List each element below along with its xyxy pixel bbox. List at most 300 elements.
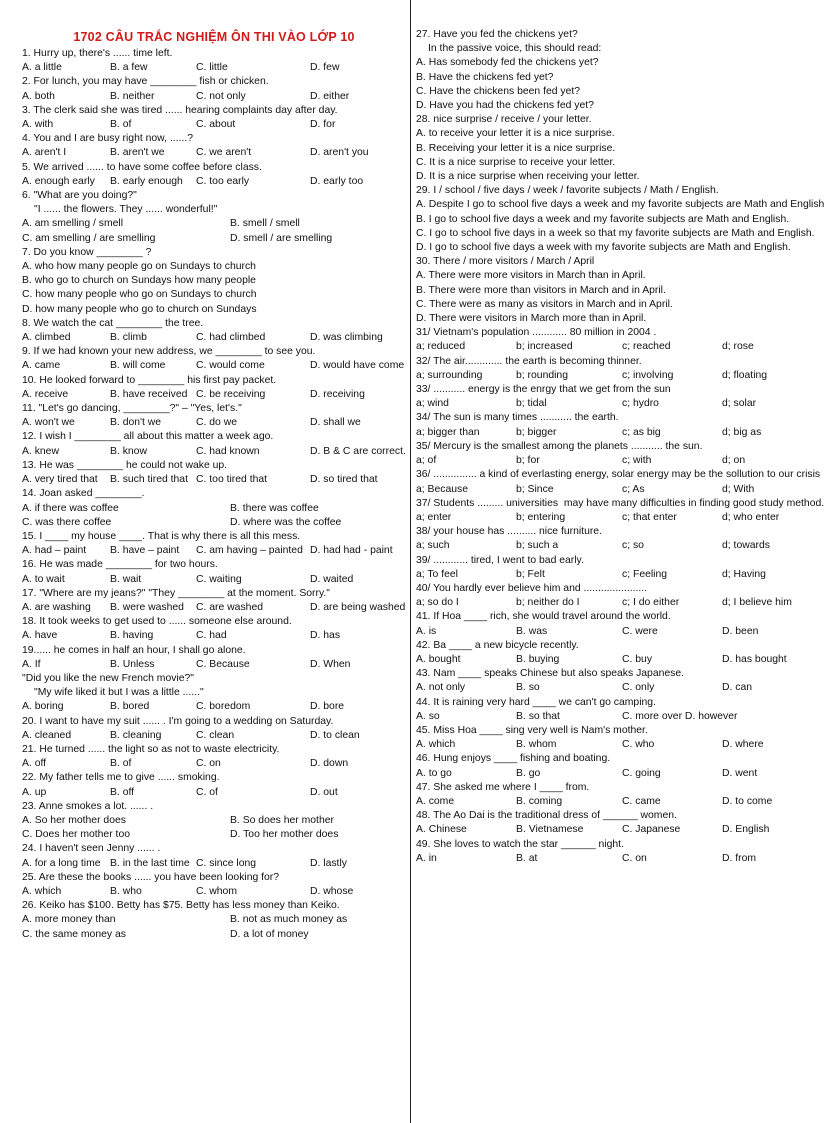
answer-option: D. shall we <box>310 417 361 429</box>
answer-option: d; who enter <box>722 511 780 523</box>
question-block <box>22 558 406 586</box>
answer-option: C. the same money as <box>22 928 126 940</box>
question-text: 38/ your house has .......... nice furniture. <box>416 526 602 538</box>
answer-option: d; big as <box>722 426 762 438</box>
question-text: 41. If Hoa ____ rich, she would travel around the world. <box>416 611 671 623</box>
answer-option: B. don't we <box>110 417 162 429</box>
answer-options-row <box>22 473 406 487</box>
answer-option: b; for <box>516 455 540 467</box>
answer-option: D. It is a nice surprise when receiving your letter. <box>416 171 640 183</box>
answer-option: A. to receive your letter it is a nice surprise. <box>416 128 615 140</box>
question-text: 40/ You hardly ever believe him and ...................... <box>416 582 648 594</box>
question-block <box>416 752 814 780</box>
answer-option: B. have – paint <box>110 545 180 557</box>
question-text: 23. Anne smokes a lot. ...... . <box>22 800 154 812</box>
answer-option: b; tidal <box>516 398 547 410</box>
answer-option: A. is <box>416 625 437 637</box>
answer-option: D. went <box>722 767 758 779</box>
answer-option: C. boredom <box>196 701 251 713</box>
question-text: 9. If we had known your new address, we ________ to see you. <box>22 346 316 358</box>
question-block <box>22 771 406 799</box>
answer-option: A. up <box>22 786 47 798</box>
answer-option: A. knew <box>22 445 59 457</box>
question-text: 27. Have you fed the chickens yet? <box>416 29 578 40</box>
answer-option: C. about <box>196 119 236 131</box>
answer-option: B. who <box>110 885 142 897</box>
answer-option: a; enter <box>416 511 452 523</box>
answer-option: A. Despite I go to school five days a week and my favorite subjects are Math and English <box>416 199 824 211</box>
question-block <box>22 715 406 743</box>
answer-option: C. am smelling / are smelling <box>22 232 156 244</box>
answer-option: D. how many people who go to church on Sundays <box>22 303 257 315</box>
answer-option: D. waited <box>310 573 354 585</box>
answer-option: c; hydro <box>622 398 659 410</box>
answer-options-row <box>416 823 814 837</box>
answer-option: D. English <box>722 824 770 836</box>
answer-options-row <box>22 828 406 842</box>
question-block <box>22 871 406 899</box>
answer-option: A. which <box>22 885 62 897</box>
answer-options-row <box>22 700 406 714</box>
answer-option <box>722 710 814 724</box>
question-text: 10. He looked forward to ________ his first pay packet. <box>22 374 277 386</box>
question-block <box>416 497 824 525</box>
answer-options-row <box>22 359 406 373</box>
question-text: 26. Keiko has $100. Betty has $75. Betty has less money than Keiko. <box>22 900 340 912</box>
answer-options-row <box>22 516 406 530</box>
answer-options-row <box>22 786 406 800</box>
right-column <box>416 0 824 1123</box>
question-block <box>22 530 406 558</box>
answer-option: A. Chinese <box>416 824 467 836</box>
answer-option: A. not only <box>416 682 466 694</box>
answer-options-row <box>22 217 406 231</box>
question-text: 28. nice surprise / receive / your letter. <box>416 114 592 126</box>
question-text: 35/ Mercury is the smallest among the planets ........... the sun. <box>416 440 703 452</box>
answer-option: C. only <box>622 682 655 694</box>
answer-option: B. of <box>110 119 132 131</box>
question-block <box>416 667 814 695</box>
answer-option: b; increased <box>516 341 573 353</box>
answer-options-row <box>22 388 406 402</box>
answer-option: A. boring <box>22 701 64 713</box>
answer-option: B. was <box>516 625 548 637</box>
answer-option: D. to come <box>722 795 773 807</box>
answer-options-row <box>416 653 814 667</box>
question-text: 34/ The sun is many times ........... the earth. <box>416 412 619 424</box>
answer-option: C. am having – painted <box>196 545 303 557</box>
answer-option: d; solar <box>722 398 757 410</box>
answer-option: c; As <box>622 483 645 495</box>
answer-option: B. wait <box>110 573 142 585</box>
answer-option: A. to wait <box>22 573 65 585</box>
answer-option: C. do we <box>196 417 238 429</box>
answer-option: a; of <box>416 455 437 467</box>
answer-option: C. waiting <box>196 573 242 585</box>
question-text: 8. We watch the cat ________ the tree. <box>22 317 204 329</box>
answer-option: C. on <box>196 758 221 770</box>
answer-option: C. There were as many as visitors in March and in April. <box>416 298 673 310</box>
question-text: 11. "Let's go dancing, ________?" – "Yes, let's." <box>22 403 242 415</box>
answer-option: D. Have you had the chickens fed yet? <box>416 100 594 112</box>
question-block <box>22 615 406 643</box>
answer-option: B. of <box>110 758 132 770</box>
answer-option: C. are washed <box>196 601 263 613</box>
question-text: 2. For lunch, you may have ________ fish or chicken. <box>22 76 269 88</box>
answer-options-row <box>416 539 814 553</box>
question-text: "Did you like the new French movie?" <box>22 672 194 684</box>
question-block <box>416 383 814 411</box>
answer-option: A. There were more visitors in March than in April. <box>416 270 646 282</box>
answer-option: A. bought <box>416 653 461 665</box>
question-text: 18. It took weeks to get used to ...... someone else around. <box>22 616 292 628</box>
answer-option: A. If <box>22 658 41 670</box>
answer-option: A. enough early <box>22 175 95 187</box>
answer-option: B. so that <box>516 710 560 722</box>
answer-option: B. There were more than visitors in March and in April. <box>416 284 666 296</box>
question-text: 46. Hung enjoys ____ fishing and boating. <box>416 753 611 765</box>
question-block <box>416 525 814 553</box>
answer-option: B. bored <box>110 701 150 713</box>
answer-option: c; that enter <box>622 511 677 523</box>
question-block <box>416 411 814 439</box>
answer-options-row <box>22 61 406 75</box>
answer-option: A. aren't I <box>22 147 67 159</box>
answer-option: C. more over D. however <box>622 710 738 722</box>
answer-options-row <box>22 814 406 828</box>
answer-option: d; I believe him <box>722 597 792 609</box>
answer-option: A. if there was coffee <box>22 502 119 514</box>
question-text: 15. I ____ my house ____. That is why there is all this mess. <box>22 530 301 542</box>
answer-option: D. are being washed <box>310 601 406 613</box>
answer-option: B. aren't we <box>110 147 165 159</box>
question-block <box>416 326 814 354</box>
answer-option: D. whose <box>310 885 354 897</box>
answer-option: B. Receiving your letter it is a nice surprise. <box>416 142 616 154</box>
answer-options-row <box>416 483 814 497</box>
answer-option: D. lastly <box>310 857 347 869</box>
answer-options-row <box>22 885 406 899</box>
answer-options-row <box>22 331 406 345</box>
answer-option: B. buying <box>516 653 560 665</box>
answer-option: C. whom <box>196 885 237 897</box>
answer-option: A. Has somebody fed the chickens yet? <box>416 57 599 69</box>
answer-option: C. how many people who go on Sundays to church <box>22 289 257 301</box>
answer-option: b; bigger <box>516 426 557 438</box>
answer-option: D. bore <box>310 701 345 713</box>
question-block <box>416 28 814 113</box>
question-text: 25. Are these the books ...... you have been looking for? <box>22 871 280 883</box>
answer-option: A. very tired that <box>22 474 98 486</box>
question-block <box>22 842 406 870</box>
page-title: 1702 CÂU TRẮC NGHIỆM ÔN THI VÀO LỚP 10 <box>73 30 355 44</box>
question-text: 47. She asked me where I ____ from. <box>416 781 590 793</box>
answer-option: B. in the last time <box>110 857 190 869</box>
answer-option: C. too early <box>196 175 250 187</box>
question-block <box>22 459 406 487</box>
answer-options-row <box>22 857 406 871</box>
question-block <box>22 743 406 771</box>
answer-option: C. since long <box>196 857 257 869</box>
answer-options-row <box>22 146 406 160</box>
answer-option: C. clean <box>196 729 235 741</box>
left-column <box>22 0 406 1123</box>
answer-option: B. Have the chickens fed yet? <box>416 71 554 83</box>
answer-options-row <box>416 710 814 724</box>
question-block <box>416 781 814 809</box>
answer-options-row <box>22 913 406 927</box>
answer-option: A. climbed <box>22 332 71 344</box>
answer-option: C. of <box>196 786 218 798</box>
answer-option: B. Vietnamese <box>516 824 584 836</box>
answer-options-row <box>416 397 814 411</box>
column-divider <box>410 0 411 1123</box>
answer-option: D. B & C are correct. <box>310 445 406 457</box>
answer-option: B. cleaning <box>110 729 162 741</box>
answer-option: C. buy <box>622 653 653 665</box>
question-text: 39/ ............ tired, I went to bad early. <box>416 554 584 566</box>
answer-options-row <box>22 90 406 104</box>
answer-options-row <box>22 729 406 743</box>
answer-option: B. so <box>516 682 540 694</box>
question-text: 7. Do you know ________ ? <box>22 246 152 258</box>
answer-option: C. was there coffee <box>22 516 112 528</box>
answer-option: C. had known <box>196 445 260 457</box>
answer-option: D. smell / are smelling <box>230 232 333 244</box>
answer-option: b; Felt <box>516 568 545 580</box>
answer-option: C. on <box>622 852 647 864</box>
answer-option: D. had had - paint <box>310 545 393 557</box>
answer-options-row <box>22 502 406 516</box>
answer-option: c; reached <box>622 341 671 353</box>
question-block <box>22 644 406 672</box>
answer-option: d; floating <box>722 369 768 381</box>
answer-option: A. won't we <box>22 417 75 429</box>
answer-option: D. early too <box>310 175 364 187</box>
answer-option: B. Unless <box>110 658 155 670</box>
answer-option: D. Too her mother does <box>230 829 339 841</box>
answer-options-row <box>22 757 406 771</box>
answer-option: A. am smelling / smell <box>22 218 124 230</box>
answer-options-row <box>416 625 814 639</box>
question-block <box>22 487 406 530</box>
question-block <box>22 132 406 160</box>
answer-option: A. come <box>416 795 455 807</box>
answer-option: B. have received <box>110 388 188 400</box>
question-text: 17. "Where are my jeans?" "They ________ at the moment. Sorry." <box>22 587 330 599</box>
answer-option: A. both <box>22 90 55 102</box>
question-block <box>22 899 406 942</box>
question-block <box>22 75 406 103</box>
answer-option: C. had climbed <box>196 332 266 344</box>
question-text: 3. The clerk said she was tired ...... hearing complaints day after day. <box>22 104 338 116</box>
question-text: 24. I haven't seen Jenny ...... . <box>22 843 161 855</box>
answer-option: A. who how many people go on Sundays to church <box>22 261 256 273</box>
answer-option: a; surrounding <box>416 369 483 381</box>
answer-option: C. not only <box>196 90 246 102</box>
answer-option: C. going <box>622 767 661 779</box>
answer-option: D. either <box>310 90 350 102</box>
question-block <box>22 672 406 715</box>
question-text: 6. "What are you doing?" <box>22 190 137 202</box>
answer-option: A. to go <box>416 767 452 779</box>
answer-option: B. there was coffee <box>230 502 319 514</box>
question-text: 1. Hurry up, there's ...... time left. <box>22 48 173 59</box>
question-text: 21. He turned ...... the light so as not to waste electricity. <box>22 743 280 755</box>
answer-option: A. had – paint <box>22 545 87 557</box>
answer-option: a; wind <box>416 398 449 410</box>
answer-option: d; rose <box>722 341 754 353</box>
question-block <box>22 374 406 402</box>
question-text: 44. It is raining very hard ____ we can't go camping. <box>416 696 656 708</box>
answer-option: B. having <box>110 630 154 642</box>
answer-option: c; involving <box>622 369 674 381</box>
answer-option: a; so do I <box>416 597 459 609</box>
question-block <box>22 430 406 458</box>
answer-options-row <box>22 175 406 189</box>
question-block <box>22 345 406 373</box>
answer-option: A. off <box>22 758 47 770</box>
question-block <box>22 402 406 430</box>
answer-option: D. been <box>722 625 759 637</box>
answer-option: a; such <box>416 540 450 552</box>
question-block <box>416 184 824 255</box>
question-text: 49. She loves to watch the star ______ night. <box>416 838 624 850</box>
answer-options-row <box>416 426 814 440</box>
answer-option: B. early enough <box>110 175 183 187</box>
question-text: 20. I want to have my suit ...... . I'm going to a wedding on Saturday. <box>22 715 334 727</box>
answer-option: C. little <box>196 62 228 74</box>
answer-option: b; neither do I <box>516 597 580 609</box>
answer-option: B. were washed <box>110 601 184 613</box>
answer-option: b; Since <box>516 483 554 495</box>
answer-option: D. was climbing <box>310 332 383 344</box>
answer-option: D. can <box>722 682 753 694</box>
answer-option: D. out <box>310 786 338 798</box>
answer-option: C. It is a nice surprise to receive your letter. <box>416 156 616 168</box>
answer-option: C. had <box>196 630 227 642</box>
answer-option: d; With <box>722 483 755 495</box>
answer-option: A. So her mother does <box>22 814 126 826</box>
answer-option: C. would come <box>196 360 265 372</box>
question-text: 36/ ............... a kind of everlasting energy, solar energy may be the sollution to our crisis <box>416 469 821 481</box>
question-block <box>416 255 814 326</box>
answer-option: D. from <box>722 852 757 864</box>
answer-option: A. have <box>22 630 58 642</box>
answer-option: d; on <box>722 455 746 467</box>
answer-option: D. aren't you <box>310 147 369 159</box>
answer-options-row <box>416 738 814 752</box>
question-subtext: In the passive voice, this should read: <box>428 43 602 55</box>
answer-option: b; entering <box>516 511 566 523</box>
answer-options-row <box>416 511 814 525</box>
answer-option: B. neither <box>110 90 155 102</box>
answer-option: D. There were visitors in March more than in April. <box>416 313 647 325</box>
answer-option: D. I go to school five days a week with my favorite subjects are Math and English. <box>416 242 791 254</box>
answer-option: D. has bought <box>722 653 787 665</box>
answer-options-row <box>416 369 814 383</box>
answer-option: D. down <box>310 758 349 770</box>
answer-option: D. When <box>310 658 351 670</box>
answer-option: B. a few <box>110 62 148 74</box>
answer-options-row <box>416 767 814 781</box>
answer-option: a; reduced <box>416 341 466 353</box>
answer-option: D. would have come <box>310 360 405 372</box>
answer-option: C. who <box>622 739 655 751</box>
answer-option: D. to clean <box>310 729 360 741</box>
answer-options-row <box>416 681 814 695</box>
question-text: 13. He was ________ he could not wake up. <box>22 459 228 471</box>
question-block <box>416 113 814 184</box>
answer-option: A. came <box>22 360 61 372</box>
question-block <box>416 468 821 496</box>
answer-option: B. know <box>110 445 147 457</box>
question-block <box>416 582 814 610</box>
question-block <box>22 800 406 843</box>
answer-option: d; towards <box>722 540 770 552</box>
question-block <box>416 838 814 866</box>
answer-option: D. few <box>310 62 340 74</box>
answer-options-row <box>22 232 406 246</box>
answer-option: B. will come <box>110 360 166 372</box>
answer-option: c; as big <box>622 426 661 438</box>
answer-option: A. more money than <box>22 914 116 926</box>
answer-option: C. be receiving <box>196 388 266 400</box>
question-text: 45. Miss Hoa ____ sing very well is Nam's mother. <box>416 724 648 736</box>
question-text: 29. I / school / five days / week / favorite subjects / Math / English. <box>416 185 719 197</box>
answer-option: B. I go to school five days a week and my favorite subjects are Math and English. <box>416 213 790 225</box>
answer-option: B. coming <box>516 795 563 807</box>
answer-option: D. where <box>722 739 764 751</box>
question-text: 43. Nam ____ speaks Chinese but also speaks Japanese. <box>416 668 685 680</box>
question-text: 5. We arrived ...... to have some coffee before class. <box>22 161 262 173</box>
answer-options-row <box>416 596 814 610</box>
question-block <box>416 440 814 468</box>
answer-options-row <box>22 544 406 558</box>
question-block <box>22 104 406 132</box>
question-block <box>416 554 814 582</box>
answer-option: A. with <box>22 119 54 131</box>
answer-options-row <box>22 416 406 430</box>
question-subtext: "I ...... the flowers. They ...... wonderful!" <box>34 204 218 216</box>
answer-option: D. receiving <box>310 388 365 400</box>
question-block <box>416 639 814 667</box>
question-block <box>22 317 406 345</box>
answer-option: B. So does her mother <box>230 814 334 826</box>
answer-option: B. go <box>516 767 541 779</box>
answer-option: C. too tired that <box>196 474 268 486</box>
answer-option: C. came <box>622 795 661 807</box>
answer-option: D. where was the coffee <box>230 516 342 528</box>
answer-option: a; bigger than <box>416 426 480 438</box>
question-block <box>416 355 814 383</box>
answer-options-row <box>22 658 406 672</box>
question-text: 31/ Vietnam's population ............ 80 million in 2004 . <box>416 327 657 339</box>
question-text: 19...... he comes in half an hour, I shall go alone. <box>22 644 246 656</box>
answer-option: a; To feel <box>416 568 458 580</box>
answer-option: B. climb <box>110 332 147 344</box>
answer-option: B. off <box>110 786 135 798</box>
answer-option: A. which <box>416 739 456 751</box>
answer-options-row <box>22 118 406 132</box>
question-text: 14. Joan asked ________. <box>22 488 145 500</box>
answer-options-row <box>416 795 814 809</box>
answer-options-row <box>416 568 814 582</box>
answer-option: C. Because <box>196 658 250 670</box>
question-text: 37/ Students ......... universities may have many difficulties in finding good study method. <box>416 497 824 509</box>
answer-option: a; Because <box>416 483 468 495</box>
question-text: 4. You and I are busy right now, ......? <box>22 133 193 145</box>
